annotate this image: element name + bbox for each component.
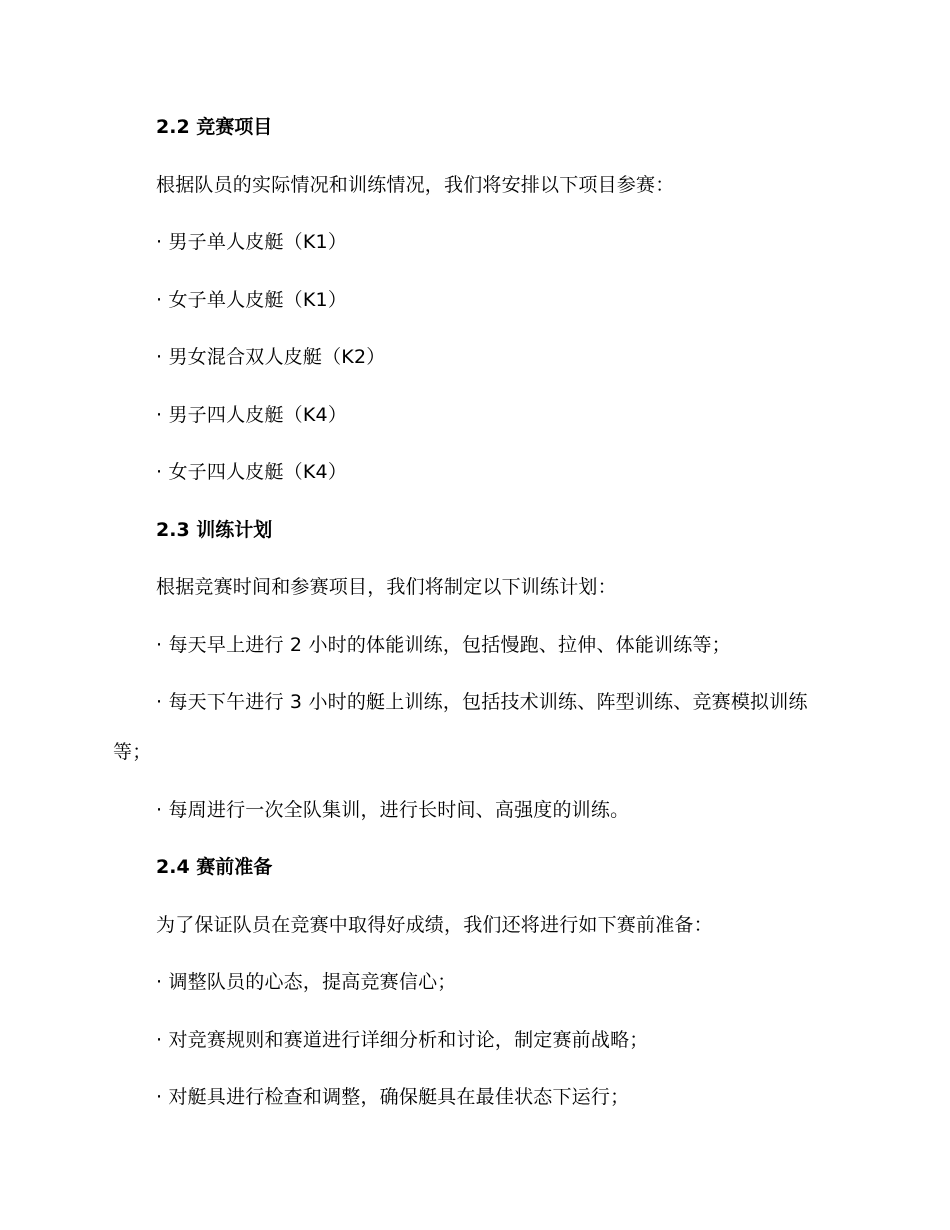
section-heading-training-plan: 2.3 训练计划 xyxy=(156,518,273,541)
section-intro-pre-race-preparation: 为了保证队员在竞赛中取得好成绩，我们还将进行如下赛前准备： xyxy=(156,913,713,936)
list-item: · 每天下午进行 3 小时的艇上训练，包括技术训练、阵型训练、竞赛模拟训练等； xyxy=(113,691,808,763)
list-item: · 男子四人皮艇（K4） xyxy=(156,403,348,426)
list-item: · 对竞赛规则和赛道进行详细分析和讨论，制定赛前战略； xyxy=(156,1028,649,1051)
list-item: · 每天早上进行 2 小时的体能训练，包括慢跑、拉伸、体能训练等； xyxy=(156,633,731,656)
list-item: · 对艇具进行检查和调整，确保艇具在最佳状态下运行； xyxy=(156,1086,630,1108)
section-heading-competition-events: 2.2 竞赛项目 xyxy=(156,116,273,138)
section-heading-pre-race-preparation: 2.4 赛前准备 xyxy=(156,856,273,878)
list-item: · 女子单人皮艇（K1） xyxy=(156,288,348,311)
section-intro-training-plan: 根据竞赛时间和参赛项目，我们将制定以下训练计划： xyxy=(156,576,617,598)
list-item: · 每周进行一次全队集训，进行长时间、高强度的训练。 xyxy=(156,798,630,821)
document-body xyxy=(113,112,825,1140)
list-item: · 男女混合双人皮艇（K2） xyxy=(156,346,386,368)
list-item: · 女子四人皮艇（K4） xyxy=(156,461,348,483)
list-item: · 调整队员的心态，提高竞赛信心； xyxy=(156,971,457,993)
list-item: · 男子单人皮艇（K1） xyxy=(156,231,348,253)
section-intro-competition-events: 根据队员的实际情况和训练情况，我们将安排以下项目参赛： xyxy=(156,173,675,196)
